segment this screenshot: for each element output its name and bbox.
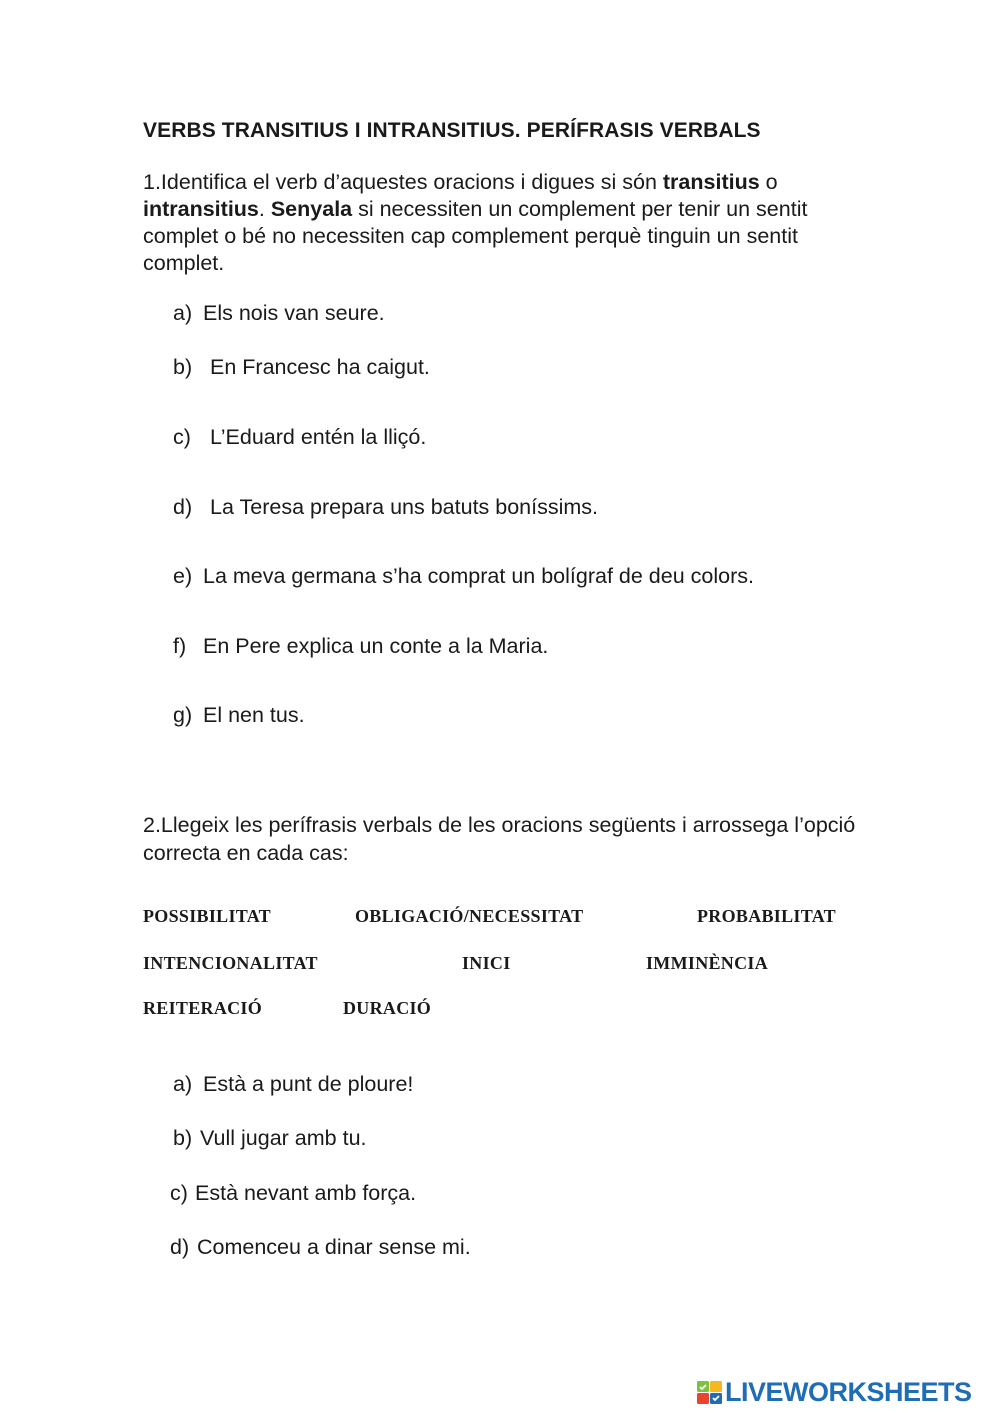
item-label: c)	[173, 425, 191, 449]
q1-item-b[interactable]	[173, 355, 430, 380]
sentence-text: L’Eduard entén la lliçó.	[210, 425, 427, 449]
liveworksheets-logo[interactable]	[697, 1377, 972, 1407]
sentence-text: Està nevant amb força.	[195, 1181, 417, 1205]
instruction-text: si necessiten un complement per tenir un sentit complet o bé no necessiten cap complement perquè tinguin un sentit complet.	[143, 197, 808, 275]
q2-item-c[interactable]	[170, 1181, 416, 1206]
instruction-bold-senyala: Senyala	[270, 197, 353, 221]
option-inici[interactable]: INICI	[462, 953, 511, 973]
logo-text: LIVEWORKSHEETS	[725, 1377, 972, 1407]
item-label: d)	[173, 495, 193, 519]
q1-item-e[interactable]	[173, 564, 754, 589]
instruction-bold-intransitius: intransitius	[143, 197, 259, 221]
item-label: g)	[173, 703, 193, 727]
sentence-text: Comenceu a dinar sense mi.	[197, 1235, 471, 1259]
item-label: d)	[170, 1235, 190, 1259]
page-title: VERBS TRANSITIUS I INTRANSITIUS. PERÍFRASIS VERBALS	[143, 119, 761, 142]
sentence-text: En Francesc ha caigut.	[210, 355, 430, 379]
q1-item-d[interactable]	[173, 495, 598, 520]
option-reiteracio[interactable]: REITERACIÓ	[143, 998, 263, 1018]
q2-item-b[interactable]	[173, 1126, 367, 1151]
question-2-instructions: 2.Llegeix les perífrasis verbals de les oracions següents i arrossega l’opció correcta en cada cas:	[143, 813, 856, 865]
q1-item-a[interactable]	[173, 301, 385, 326]
item-label: a)	[173, 301, 193, 325]
sentence-text: Vull jugar amb tu.	[200, 1126, 367, 1150]
sentence-text: El nen tus.	[203, 703, 305, 727]
option-imminencia[interactable]: IMMINÈNCIA	[646, 953, 768, 973]
item-label: b)	[173, 355, 193, 379]
instruction-text: o	[759, 170, 778, 194]
q1-item-g[interactable]	[173, 703, 305, 728]
option-possibilitat[interactable]: POSSIBILITAT	[143, 906, 271, 926]
option-probabilitat[interactable]: PROBABILITAT	[697, 906, 836, 926]
item-label: e)	[173, 564, 193, 588]
liveworksheets-logo-icon	[697, 1379, 723, 1405]
sentence-text: La meva germana s’ha comprat un bolígraf de deu colors.	[203, 564, 754, 588]
item-label: c)	[170, 1181, 188, 1205]
sentence-text: Està a punt de ploure!	[203, 1072, 414, 1096]
q2-item-a[interactable]	[173, 1072, 413, 1097]
option-duracio[interactable]: DURACIÓ	[343, 998, 432, 1018]
option-obligacio-necessitat[interactable]: OBLIGACIÓ/NECESSITAT	[355, 906, 584, 926]
item-label: a)	[173, 1072, 193, 1096]
q1-item-f[interactable]	[173, 634, 548, 659]
instruction-bold-transitius: transitius	[662, 170, 760, 194]
question-1-instructions	[143, 169, 863, 277]
instruction-text: .	[258, 197, 271, 221]
instruction-text: 1.Identifica el verb d’aquestes oracions i digues si són	[143, 170, 663, 194]
option-intencionalitat[interactable]: INTENCIONALITAT	[143, 953, 318, 973]
sentence-text: Els nois van seure.	[203, 301, 385, 325]
sentence-text: La Teresa prepara uns batuts boníssims.	[210, 495, 599, 519]
item-label: f)	[173, 634, 187, 658]
item-label: b)	[173, 1126, 193, 1150]
sentence-text: En Pere explica un conte a la Maria.	[203, 634, 549, 658]
q1-item-c[interactable]	[173, 425, 426, 450]
q2-item-d[interactable]	[170, 1235, 471, 1260]
